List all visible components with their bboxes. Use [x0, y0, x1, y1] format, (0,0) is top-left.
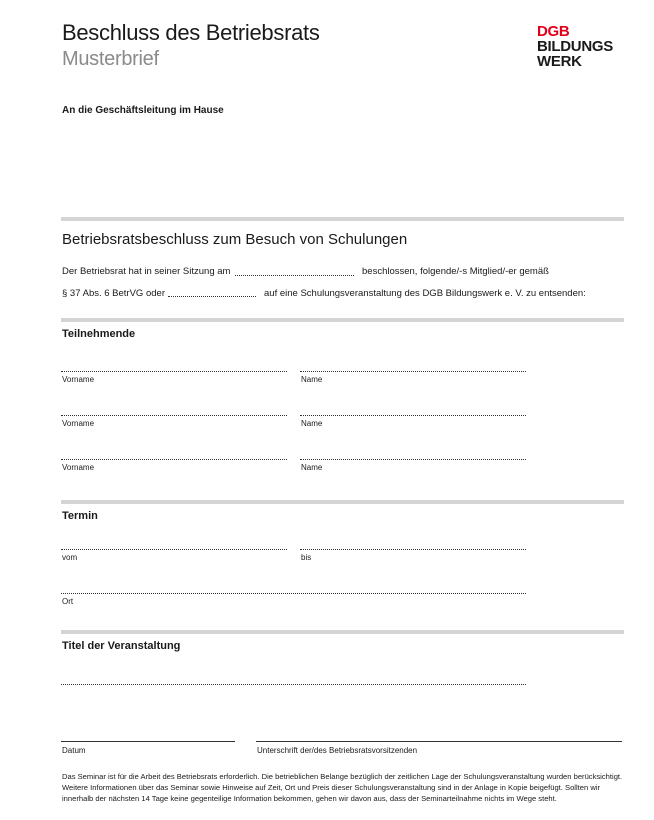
signature-label: Unterschrift der/des Betriebsratsvorsitzenden	[257, 746, 418, 755]
section-divider	[61, 630, 624, 634]
first-name-field-2[interactable]	[61, 415, 287, 416]
first-name-label: Vorname	[62, 463, 95, 472]
event-title-heading: Titel der Veranstaltung	[62, 640, 181, 652]
law-reference-text: § 37 Abs. 6 BetrVG oder	[62, 288, 165, 299]
date-to-field[interactable]	[300, 549, 526, 550]
logo-line-dgb: DGB	[537, 23, 570, 40]
participants-heading: Teilnehmende	[62, 328, 136, 340]
date-label: Datum	[62, 746, 86, 755]
dispatch-text: auf eine Schulungsveranstaltung des DGB Bildungswerk e. V. zu entsenden:	[264, 288, 586, 299]
place-field[interactable]	[61, 593, 526, 594]
logo-line-bildungs: BILDUNGS	[537, 38, 613, 55]
resolution-text-start: Der Betriebsrat hat in seiner Sitzung am	[62, 266, 231, 277]
date-heading: Termin	[62, 510, 98, 522]
page-title: Beschluss des Betriebsrats	[62, 20, 320, 45]
date-to-label: bis	[301, 553, 312, 562]
section-divider	[61, 318, 624, 322]
section-divider	[61, 217, 624, 221]
meeting-date-field[interactable]	[235, 275, 354, 276]
first-name-field-1[interactable]	[61, 371, 287, 372]
event-title-field[interactable]	[61, 684, 526, 685]
last-name-field-1[interactable]	[300, 371, 526, 372]
law-alternative-field[interactable]	[168, 296, 256, 297]
last-name-field-3[interactable]	[300, 459, 526, 460]
last-name-field-2[interactable]	[300, 415, 526, 416]
first-name-field-3[interactable]	[61, 459, 287, 460]
last-name-label: Name	[301, 375, 323, 384]
dgb-bildungswerk-logo	[537, 24, 613, 69]
last-name-label: Name	[301, 463, 323, 472]
logo-line-werk: WERK	[537, 53, 582, 70]
recipient-line: An die Geschäftsleitung im Hause	[62, 105, 224, 116]
last-name-label: Name	[301, 419, 323, 428]
place-label: Ort	[62, 597, 74, 606]
section-divider	[61, 500, 624, 504]
resolution-heading: Betriebsratsbeschluss zum Besuch von Schulungen	[62, 231, 408, 248]
date-from-label: vom	[62, 553, 78, 562]
date-signature-line[interactable]	[61, 741, 235, 742]
resolution-text-end: beschlossen, folgende/-s Mitglied/-er gemäß	[362, 266, 549, 277]
date-from-field[interactable]	[61, 549, 287, 550]
first-name-label: Vorname	[62, 419, 95, 428]
footer-note: Das Seminar ist für die Arbeit des Betriebsrats erforderlich. Die betrieblichen Belange bezüglich der zeitlichen Lage der Schulungsveranstaltung wurden berücksichtigt. Weitere Informationen über das Seminar sowie Hinweise auf Zeit, Ort und Preis dieser Schulungsveranstaltung sind in der Anlage in Kopie beigefügt. Sollten wir innerhalb der nächsten 14 Tage keine gegenteilige Information bekommen, gehen wir davon aus, dass der Seminarteilnahme nichts im Wege steht.	[62, 772, 623, 803]
chair-signature-line[interactable]	[256, 741, 622, 742]
page-subtitle: Musterbrief	[62, 48, 159, 70]
first-name-label: Vorname	[62, 375, 95, 384]
